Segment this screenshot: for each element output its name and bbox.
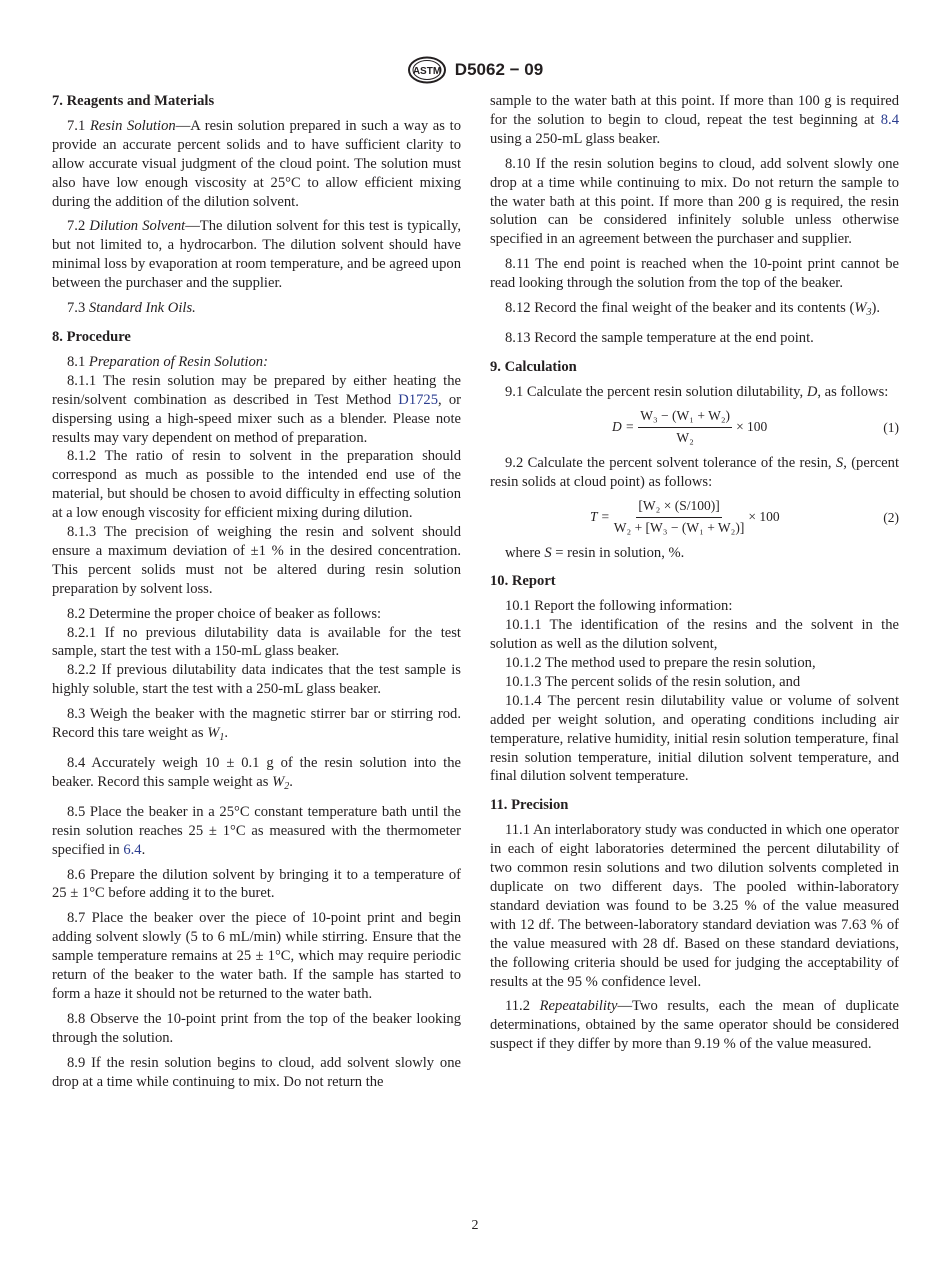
paragraph-8-7: 8.7 Place the beaker over the piece of 10-point print and begin adding solvent slowly (5 to 6 mL/min) while stirring. Ensure that the sample temperature remains at 25 ± 1°C, which may require periodic return of the beaker to the water bath. If the sample has started to form a haze it should not be returned to the water bath. [52,910,461,1002]
paragraph-8-5: 8.5 Place the beaker in a 25°C constant temperature bath until the resin solution reaches 25 ± 1°C as measured with the thermometer specified in 6.4. [52,803,461,858]
paragraph-8-1-2: 8.1.2 The ratio of resin to solvent in the preparation should correspond as much as possible to the intended end use of the material, but should be chosen to avoid difficulty in effecting solution at a low enough viscosity for efficient mixing during dilution. [52,448,461,522]
paragraph-9-2: 9.2 Calculate the percent solvent tolerance of the resin, S, (percent resin solids at cloud point) as follows: [490,454,900,490]
equation-2-factor: × 100 [748,509,780,525]
paragraph-7-1: 7.1 Resin Solution—A resin solution prepared in such a way as to provide an accurate percent solids and to have sufficient clarity to allow accurate visual judgment of the cloud point. The solution must also have low enough viscosity at 25°C to allow efficient mixing during the addition of the dilution solvent. [52,117,461,210]
paragraph-8-2-1: 8.2.1 If no previous dilutability data is available for the test sample, start the test with a 150-mL glass beaker. [52,624,461,660]
paragraph-8-12: 8.12 Record the final weight of the beaker and its contents $(W_3)$. [505,300,881,319]
equation-1-lhs: D = [612,419,635,435]
link-8-4[interactable]: 8.4 [880,111,899,128]
logo-text: ASTM [412,66,441,77]
equation-1-fraction [638,407,732,448]
paragraph-8-8: 8.8 Observe the 10-point print from the top of the beaker looking through the solution. [52,1010,461,1046]
equation-1-numerator: W₃ − (W₁ + W₂) [638,407,732,428]
astm-logo-icon [407,56,447,84]
equation-2-lhs: T = [590,509,610,525]
paragraph-9-1: 9.1 Calculate the percent resin solution dilutability, D, as follows: [505,383,889,400]
paragraph-8-2: 8.2 Determine the proper choice of beaker as follows: [67,605,382,622]
paragraph-7-3: 7.3 Standard Ink Oils. [67,300,196,317]
equation-2-number: (2) [883,509,899,525]
equation-2 [490,498,899,538]
paragraph-8-2-2: 8.2.2 If previous dilutability data indicates that the test sample is highly soluble, start the test with a 250-mL glass beaker. [52,662,461,698]
paragraph-8-3: 8.3 Weigh the beaker with the magnetic stirrer bar or stirring rod. Record this tare weight as $W_1$. [52,706,461,744]
paragraph-8-13: 8.13 Record the sample temperature at the end point. [505,329,814,346]
paragraph-8-9: 8.9 If the resin solution begins to cloud, add solvent slowly one drop at a time while continuing to mix. Do not return the [52,1054,461,1090]
page-header [0,56,950,84]
section-8-heading: 8. Procedure [52,328,131,345]
equation-1 [490,408,899,448]
equation-1-factor: × 100 [736,419,768,435]
paragraph-8-6: 8.6 Prepare the dilution solvent by bringing it to a temperature of 25 ± 1°C before adding it to the buret. [52,866,461,902]
section-10-heading: 10. Report [490,573,556,590]
document-designation: D5062 − 09 [454,60,544,79]
paragraph-8-9-continued: sample to the water bath at this point. If more than 100 g is required for the solution to begin to cloud, repeat the test beginning at 8.4 using a 250-mL glass beaker. [490,93,899,147]
paragraph-8-10: 8.10 If the resin solution begins to cloud, add solvent slowly one drop at a time while continuing to mix. Do not return the sample to the water bath at this point. If more than 200 g is required, the resin solution can be considered infinitely soluble unless otherwise specified in an agreement between the purchaser and supplier. [490,155,899,248]
paragraph-8-1: 8.1 Preparation of Resin Solution: [67,353,268,370]
paragraph-8-1-1: 8.1.1 The resin solution may be prepared by either heating the resin/solvent combination as described in Test Method D1725, or dispersing using a high-speed mixer such as a blender. Please note results may vary dependent on method of preparation. [52,372,461,446]
paragraph-10-1-3: 10.1.3 The percent solids of the resin solution, and [505,673,801,690]
link-6-4[interactable]: 6.4 [123,841,142,858]
equation-2-fraction [614,497,745,538]
section-9-heading: 9. Calculation [490,358,577,375]
equation-1-number: (1) [883,419,899,435]
equation-1-denominator: W₂ [676,430,694,446]
paragraph-8-1-3: 8.1.3 The precision of weighing the resin and solvent should ensure a maximum deviation of ±1 % in the desired concentration. This percent solids must not be altered during resin solution preparation by solvent loss. [52,524,461,597]
left-column [52,92,461,1092]
paragraph-11-1: 11.1 An interlaboratory study was conducted in which one operator in each of eight laboratories determined the percent dilutability of two common resin solutions and two dilution solvents completed in duplicate on two different days. The pooled within-laboratory standard deviation was found to be 3.25 % of the value measured with 12 df. The between-laboratory standard deviation was 7.63 % of the value measured with 28 df. Based on these standard deviations, the following criteria should be used for judging the acceptability of results at the 95 % confidence level. [490,822,899,990]
equation-2-denominator: W₂ + [W₃ − (W₁ + W₂)] [613,520,745,535]
paragraph-7-2: 7.2 Dilution Solvent—The dilution solvent for this test is typically, but not limited to, a hydrocarbon. The dilution solvent should have minimal loss by evaporation at room temperature, and be agreed upon between the purchaser and the supplier. [52,218,461,292]
paragraph-10-1: 10.1 Report the following information: [505,598,733,615]
link-d1725[interactable]: D1725 [398,391,439,408]
right-column [490,92,899,1054]
paragraph-8-11: 8.11 The end point is reached when the 10-point print cannot be read looking through the solution from the top of the beaker. [490,256,899,292]
section-7-heading: 7. Reagents and Materials [52,93,215,109]
paragraph-8-4: 8.4 Accurately weigh 10 ± 0.1 g of the resin solution into the beaker. Record this sample weight as $W_2$. [52,755,461,792]
paragraph-10-1-1: 10.1.1 The identification of the resins and the solvent in the solution as well as the dilution solvent, [490,617,899,653]
where-clause: where S = resin in solution, %. [505,544,685,561]
page-number: 2 [471,1218,479,1233]
equation-2-numerator: [W₂ × (S/100)] [636,497,721,518]
paragraph-10-1-2: 10.1.2 The method used to prepare the resin solution, [505,655,816,672]
paragraph-11-2: 11.2 Repeatability—Two results, each the mean of duplicate determinations, obtained by the same operator should be considered suspect if they differ by more than 9.19 % of the value measured. [490,998,899,1053]
section-11-heading: 11. Precision [490,797,569,814]
paragraph-10-1-4: 10.1.4 The percent resin dilutability value or volume of solvent added per weight solution, and operating conditions including air temperature, relative humidity, initial resin solution temperature, final resin solution temperature, initial dilution solvent temperature, and final dilution solvent temperature. [490,692,899,785]
